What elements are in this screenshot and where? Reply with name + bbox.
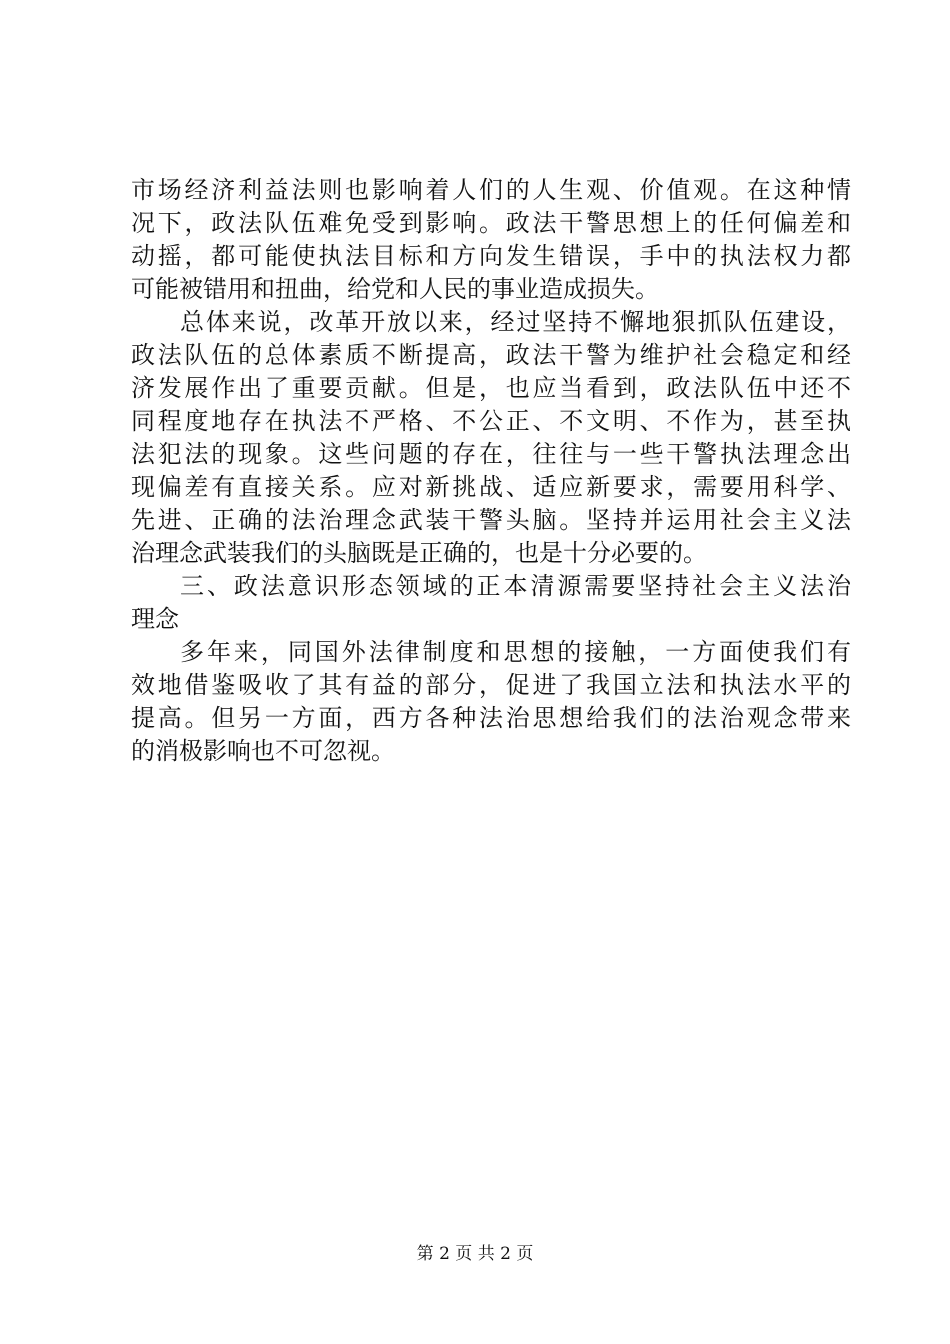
paragraph-first-line: 多年来，同国外法律制度和思想的接触，一方面使我们有 bbox=[180, 638, 851, 666]
text-line: 况下，政法队伍难免受到影响。政法干警思想上的任何偏差和 bbox=[131, 209, 851, 237]
page-footer bbox=[0, 1243, 950, 1265]
text-line: 治理念武装我们的头脑既是正确的，也是十分必要的。 bbox=[131, 539, 707, 567]
text-line: 法犯法的现象。这些问题的存在，往往与一些干警执法理念出 bbox=[131, 440, 851, 468]
text-line: 现偏差有直接关系。应对新挑战、适应新要求，需要用科学、 bbox=[131, 473, 851, 501]
text-line: 先进、正确的法治理念武装干警头脑。坚持并运用社会主义法 bbox=[131, 506, 851, 534]
paragraph-first-line: 总体来说，改革开放以来，经过坚持不懈地狠抓队伍建设， bbox=[180, 308, 851, 336]
text-line: 可能被错用和扭曲，给党和人民的事业造成损失。 bbox=[131, 275, 659, 303]
text-line: 的消极影响也不可忽视。 bbox=[131, 737, 395, 765]
text-line: 济发展作出了重要贡献。但是，也应当看到，政法队伍中还不 bbox=[131, 374, 851, 402]
text-line: 提高。但另一方面，西方各种法治思想给我们的法治观念带来 bbox=[131, 704, 851, 732]
text-line: 同程度地存在执法不严格、不公正、不文明、不作为，甚至执 bbox=[131, 407, 851, 435]
text-line: 动摇，都可能使执法目标和方向发生错误，手中的执法权力都 bbox=[131, 242, 851, 270]
section-heading-line: 理念 bbox=[131, 605, 179, 633]
text-line: 效地借鉴吸收了其有益的部分，促进了我国立法和执法水平的 bbox=[131, 671, 851, 699]
text-line: 市场经济利益法则也影响着人们的人生观、价值观。在这种情 bbox=[131, 176, 851, 204]
page-number: 第 2 页 共 2 页 bbox=[416, 1244, 534, 1264]
body-text bbox=[131, 174, 851, 768]
text-line: 政法队伍的总体素质不断提高，政法干警为维护社会稳定和经 bbox=[131, 341, 851, 369]
section-heading-line: 三、政法意识形态领域的正本清源需要坚持社会主义法治 bbox=[180, 572, 851, 600]
